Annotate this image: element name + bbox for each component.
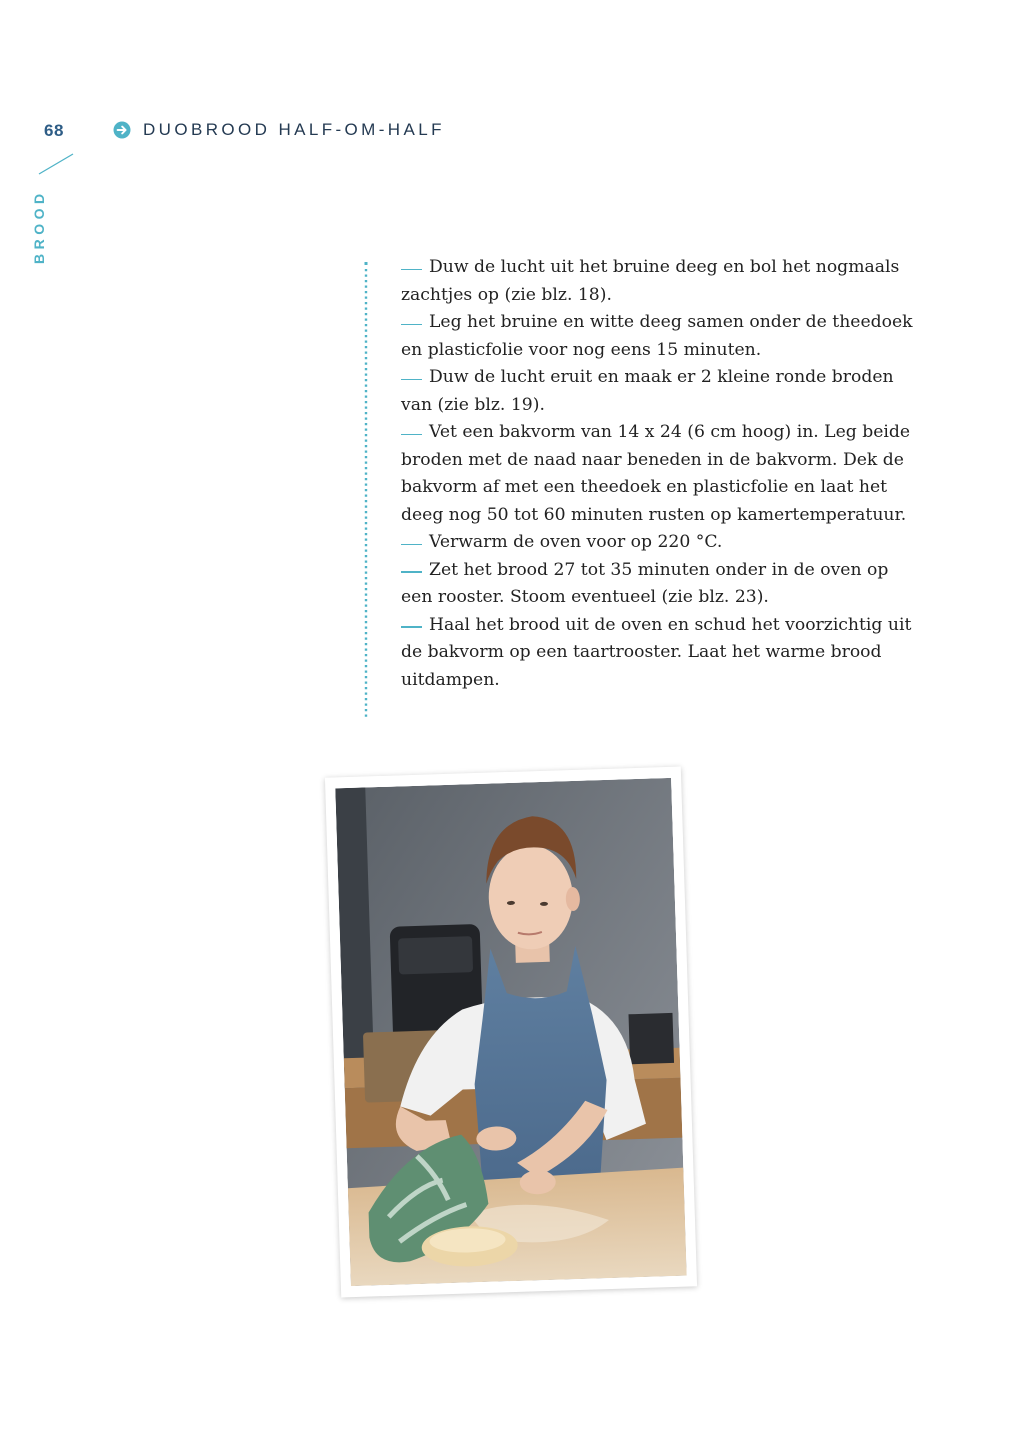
- step-dash: [401, 269, 422, 271]
- page-header: [113, 120, 445, 140]
- recipe-step: [401, 612, 921, 695]
- step-dash: [401, 544, 422, 546]
- step-dash: [401, 434, 422, 436]
- recipe-steps: [401, 254, 921, 694]
- divider-slash: [37, 152, 77, 176]
- step-text: Duw de lucht uit het bruine deeg en bol het nogmaals zachtjes op (zie blz. 18).: [401, 257, 900, 305]
- recipe-step: [401, 557, 921, 612]
- step-text: Duw de lucht eruit en maak er 2 kleine ronde broden van (zie blz. 19).: [401, 367, 894, 415]
- step-text: Verwarm de oven voor op 220 °C.: [429, 532, 723, 552]
- recipe-step: [401, 419, 921, 529]
- recipe-step: [401, 254, 921, 309]
- step-text: Leg het bruine en witte deeg samen onder de theedoek en plasticfolie voor nog eens 15 minuten.: [401, 312, 913, 360]
- step-text: Vet een bakvorm van 14 x 24 (6 cm hoog) in. Leg beide broden met de naad naar beneden in de bakvorm. Dek de bakvorm af met een theedoek en plasticfolie en laat het deeg nog 50 tot 60 minuten rusten op kamertemperatuur.: [401, 422, 911, 525]
- step-dash: [401, 571, 422, 573]
- recipe-step: [401, 529, 921, 557]
- section-label: BROOD: [31, 189, 47, 264]
- step-text: Haal het brood uit de oven en schud het voorzichtig uit de bakvorm op een taartrooster. Laat het warme brood uitdampen.: [401, 614, 912, 690]
- step-dash: [401, 626, 422, 628]
- step-dash: [401, 379, 422, 381]
- recipe-step: [401, 309, 921, 364]
- step-text: Zet het brood 27 tot 35 minuten onder in de oven op een rooster. Stoom eventueel (zie blz. 23).: [401, 559, 889, 607]
- boy-kneading-dough-photo: [335, 778, 686, 1286]
- dotted-rule: [364, 262, 368, 720]
- recipe-step: [401, 364, 921, 419]
- page-number: 68: [44, 121, 64, 140]
- page-title: DUOBROOD HALF-OM-HALF: [143, 120, 445, 139]
- arrow-right-circle-icon: [113, 121, 131, 139]
- photo-frame: [325, 767, 697, 1298]
- step-dash: [401, 324, 422, 326]
